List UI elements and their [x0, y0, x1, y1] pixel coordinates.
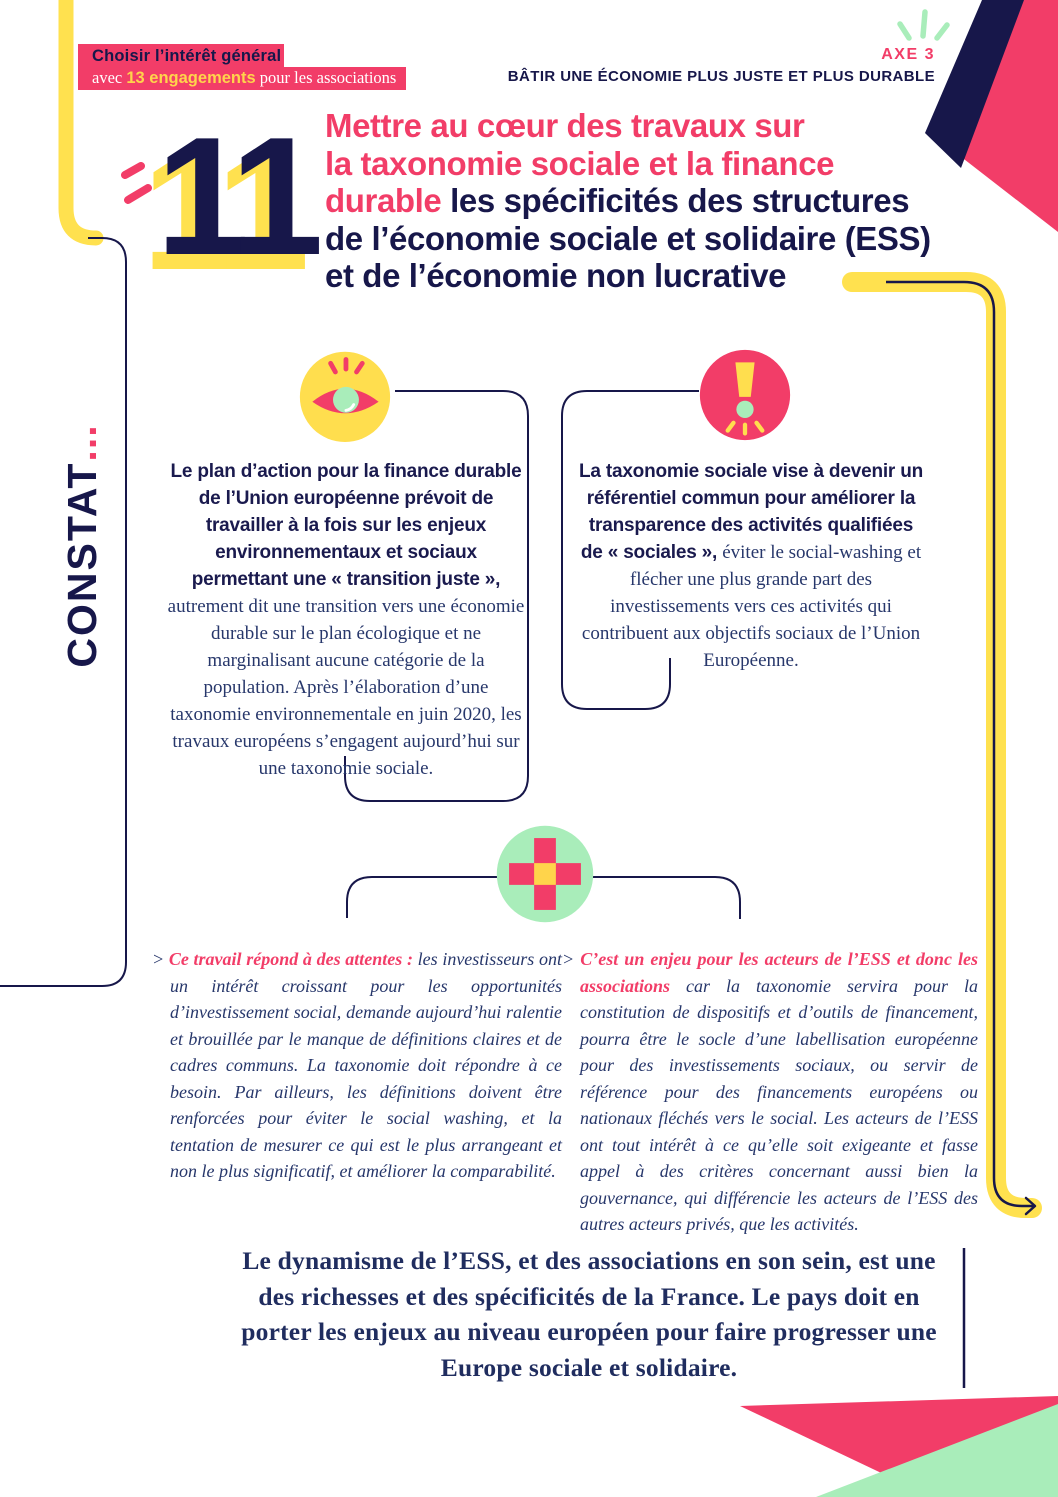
page-title: [325, 107, 985, 295]
point-paragraph-2: [562, 946, 978, 1238]
point-2-marker: >: [562, 949, 575, 969]
banner-subtitle: [92, 67, 396, 89]
constat-box-2-lead: La taxonomie sociale vise à devenir un référentiel commun pour améliorer la transparence des activités qualifiées de « sociales »,: [578, 461, 924, 563]
eye-icon: [297, 347, 393, 443]
exclamation-icon: [697, 347, 793, 443]
title-line: de l’économie sociale et solidaire (ESS): [325, 219, 931, 257]
constat-box-1-lead: Le plan d’action pour la finance durable de l’Union européenne prévoit de travailler à la fois sur les enjeux environnementaux et sociaux permettant une « transition juste »,: [170, 461, 522, 590]
plus-icon: [493, 822, 597, 926]
point-1-marker: >: [152, 949, 165, 969]
section-label-constat: CONSTAT...: [59, 424, 105, 668]
point-paragraph-1: [152, 946, 562, 1185]
banner-subtitle-suffix: pour les associations: [255, 68, 397, 87]
section-label-dots: ...: [59, 424, 105, 462]
constat-box-1-text: [166, 458, 526, 782]
title-line: Mettre au cœur des travaux sur: [325, 107, 805, 144]
title-line: et de l’économie non lucrative: [325, 257, 787, 294]
constat-box-1-body: autrement dit une transition vers une économie durable sur le plan écologique et ne marginalisant aucune catégorie de la population. Après l’élaboration d’une taxonomie environnementale en juin 2020, les travaux européens s’engagent aujourd’hui sur une taxonomie sociale.: [167, 596, 525, 779]
title-line: la taxonomie sociale et la finance: [325, 144, 835, 182]
banner-title: Choisir l’intérêt général: [92, 47, 282, 65]
conclusion-statement: Le dynamisme de l’ESS, et des associations en son sein, est une des richesses et des spécificités de la France. Le pays doit en porter les enjeux au niveau européen pour faire progresser une Europe sociale et solidaire.: [241, 1246, 937, 1382]
banner-subtitle-prefix: avec: [92, 68, 127, 87]
point-1-lead: Ce travail répond à des attentes :: [168, 949, 418, 969]
point-2-body: car la taxonomie servira pour la constitution de dispositifs et d’outils de financement, pourra être le socle d’une labellisation européenne pour des investissements sociaux, ou servir de référence pour des financements européens ou nationaux fléchés vers le social. Les acteurs de l’ESS ont tout intérêt à ce qu’elle soit exigeante et fasse appel à des critères concernant aussi bien la gouvernance, qui différencie les acteurs de l’ESS des autres acteurs privés, que les activités.: [580, 975, 978, 1234]
engagement-number: 11: [156, 102, 314, 290]
title-line: durable les spécificités des structures: [325, 182, 910, 219]
axis-title: BÂTIR UNE ÉCONOMIE PLUS JUSTE ET PLUS DURABLE: [507, 68, 935, 85]
left-yellow-hook-line: [66, 0, 96, 238]
point-2-lead: C’est un enjeu pour les acteurs de l’ESS et donc les associations: [580, 949, 978, 996]
axis-label: AXE 3: [881, 46, 935, 63]
point-1-body: les investisseurs ont un intérêt croissant pour les opportunités d’investissement social, demande aujourd’hui ralentie et brouillée par le manque de définitions claires et de cadres communs. La taxonomie doit répondre à ce besoin. Par ailleurs, les définitions doivent être renforcées pour éviter le social washing, et la tentation de mesurer ce qui est le plus arrangeant et non le plus significatif, et améliorer la comparabilité.: [170, 949, 563, 1181]
constat-box-2-text: [576, 458, 926, 674]
sparkle-icon: [897, 6, 951, 44]
constat-box-2-body: éviter le social-washing et flécher une plus grande part des investissements vers ces activités qui contribuent aux objectifs sociaux de l’Union Européenne.: [581, 542, 922, 671]
banner-subtitle-highlight: 13 engagements: [126, 69, 256, 87]
